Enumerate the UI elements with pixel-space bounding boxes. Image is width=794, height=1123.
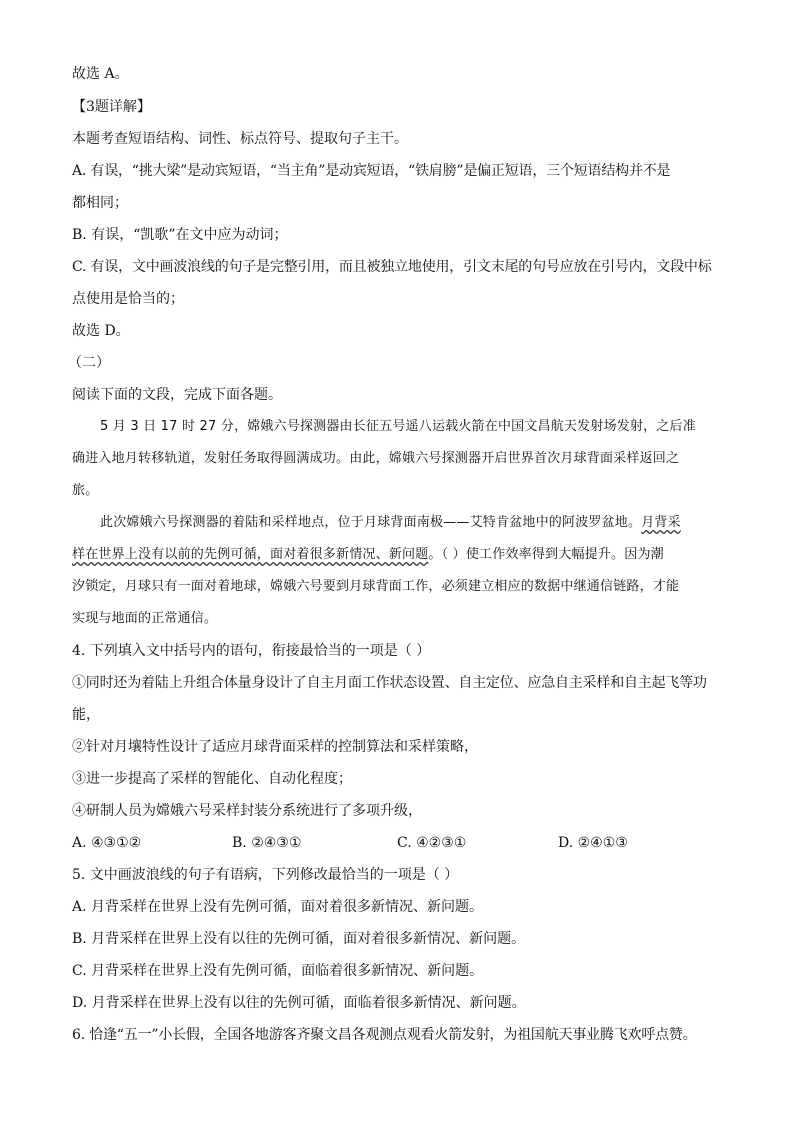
question-4-sentence: ③进一步提高了采样的智能化、自动化程度； — [72, 771, 352, 787]
section-heading: 【3题详解】 — [72, 99, 151, 115]
question-4-option-b: B. ②④③① — [232, 835, 302, 851]
question-4-option-a: A. ④③①② — [72, 835, 142, 851]
instruction-line: 阅读下面的文段，完成下面各题。 — [72, 387, 282, 403]
question-5-option-d: D. 月背采样在世界上没有以往的先例可循，面临着很多新情况、新问题。 — [72, 995, 526, 1011]
passage-line — [72, 545, 732, 565]
question-4-option-c: C. ④②③① — [397, 835, 467, 851]
passage-line — [100, 513, 730, 533]
passage-line: 实现与地面的正常通信。 — [72, 611, 218, 626]
explanation-line: C. 有误，文中画波浪线的句子是完整引用，而且被独立地使用，引文末尾的句号应放在引号内，文段中标 — [72, 259, 712, 275]
question-6-stem: 6. 恰逢“五一”小长假，全国各地游客齐聚文昌各观测点观看火箭发射，为祖国航天事业腾飞欢呼点赞。 — [72, 1027, 697, 1043]
passage-line: 汐锁定，月球只有一面对着地球，嫦娥六号要到月球背面工作，必须建立相应的数据中继通信链路，才能 — [72, 579, 680, 594]
passage-line: 确进入地月转移轨道，发射任务取得圆满成功。由此，嫦娥六号探测器开启世界首次月球背面采样返回之 — [72, 451, 680, 466]
wavy-underlined-sentence: 样在世界上没有以前的先例可循，面对着很多新情况、新问题 — [72, 547, 429, 562]
passage-text: 此次嫦娥六号探测器的着陆和采样地点，位于月球背面南极——艾特肯盆地中的阿波罗盆地。 — [100, 515, 642, 530]
question-5-option-a: A. 月背采样在世界上没有先例可循，面对着很多新情况、新问题。 — [72, 899, 484, 915]
passage-line: 5 月 3 日 17 时 27 分，嫦娥六号探测器由长征五号遥八运载火箭在中国文昌航天发射场发射，之后准 — [100, 419, 696, 434]
question-4-stem: 4. 下列填入文中括号内的语句，衔接最恰当的一项是（ ） — [72, 643, 431, 659]
explanation-line: 都相同； — [72, 195, 128, 211]
question-5-option-b: B. 月背采样在世界上没有以往的先例可循，面对着很多新情况、新问题。 — [72, 931, 526, 947]
answer-line: 故选 A。 — [72, 66, 129, 82]
question-4-sentence: ④研制人员为嫦娥六号采样封装分系统进行了多项升级， — [72, 803, 422, 819]
question-5-stem: 5. 文中画波浪线的句子有语病，下列修改最恰当的一项是（ ） — [72, 867, 459, 883]
passage-line: 旅。 — [72, 483, 99, 498]
question-4-sentence: 能， — [72, 707, 100, 723]
question-4-option-d: D. ②④①③ — [558, 835, 628, 851]
explanation-line: 点使用是恰当的； — [72, 291, 184, 307]
explanation-line: A. 有误，“挑大梁”是动宾短语，“当主角”是动宾短语，“铁肩膀”是偏正短语，三个短语结构并不是 — [72, 163, 671, 179]
explanation-line: B. 有误，“凯歌”在文中应为动词； — [72, 227, 288, 243]
question-4-sentence: ②针对月壤特性设计了适应月球背面采样的控制算法和采样策略， — [72, 739, 478, 755]
passage-text: 。（ ）使工作效率得到大幅提升。因为潮 — [428, 547, 664, 562]
wavy-underlined-sentence: 月背采 — [641, 515, 681, 530]
explanation-line: 本题考查短语结构、词性、标点符号、提取句子主干。 — [72, 131, 408, 147]
question-5-option-c: C. 月背采样在世界上没有先例可循，面临着很多新情况、新问题。 — [72, 963, 484, 979]
section-heading: （二） — [68, 355, 110, 371]
answer-line: 故选 D。 — [72, 323, 130, 339]
question-4-sentence: ①同时还为着陆上升组合体量身设计了自主月面工作状态设置、自主定位、应急自主采样和自主起飞等功 — [72, 675, 707, 691]
